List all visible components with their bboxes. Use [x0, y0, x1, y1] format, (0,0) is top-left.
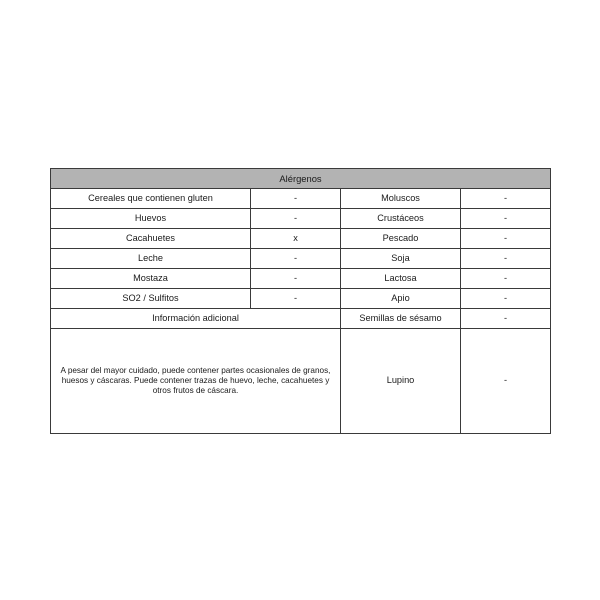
allergen-mark-lupin: - [461, 329, 551, 434]
table-row [51, 189, 551, 209]
table-row-additional-info [51, 329, 551, 434]
allergen-label-soy: Soja [341, 249, 461, 269]
allergen-mark-lactose: - [461, 269, 551, 289]
allergen-mark-mustard: - [251, 269, 341, 289]
allergen-table [50, 168, 551, 434]
allergen-label-fish: Pescado [341, 229, 461, 249]
additional-info-text [51, 329, 341, 434]
allergen-label-molluscs: Moluscos [341, 189, 461, 209]
allergen-label-peanuts: Cacahuetes [51, 229, 251, 249]
allergen-table-container [50, 168, 550, 434]
allergen-mark-molluscs: - [461, 189, 551, 209]
table-row [51, 229, 551, 249]
table-header-row [51, 169, 551, 189]
table-row [51, 269, 551, 289]
allergen-label-gluten: Cereales que contienen gluten [51, 189, 251, 209]
table-row [51, 249, 551, 269]
allergen-mark-celery: - [461, 289, 551, 309]
allergen-label-crustaceans: Crustáceos [341, 209, 461, 229]
table-row [51, 289, 551, 309]
additional-info-paragraph: A pesar del mayor cuidado, puede contener partes ocasionales de granos, huesos y cáscaras. Puede contener trazas de huevo, leche, cacahuetes y otros frutos de cáscara. [60, 365, 331, 396]
additional-info-label: Información adicional [51, 309, 341, 329]
allergen-label-sulphites: SO2 / Sulfitos [51, 289, 251, 309]
allergen-mark-crustaceans: - [461, 209, 551, 229]
allergen-label-eggs: Huevos [51, 209, 251, 229]
allergen-label-sesame: Semillas de sésamo [341, 309, 461, 329]
allergen-mark-soy: - [461, 249, 551, 269]
allergen-mark-gluten: - [251, 189, 341, 209]
allergen-mark-peanuts: x [251, 229, 341, 249]
allergen-label-lactose: Lactosa [341, 269, 461, 289]
allergen-mark-sesame: - [461, 309, 551, 329]
allergen-mark-sulphites: - [251, 289, 341, 309]
allergen-mark-eggs: - [251, 209, 341, 229]
allergen-mark-fish: - [461, 229, 551, 249]
allergen-label-mustard: Mostaza [51, 269, 251, 289]
table-row [51, 209, 551, 229]
allergen-mark-milk: - [251, 249, 341, 269]
table-row-additional-info-header [51, 309, 551, 329]
table-title: Alérgenos [51, 169, 551, 189]
allergen-label-celery: Apio [341, 289, 461, 309]
allergen-label-milk: Leche [51, 249, 251, 269]
allergen-label-lupin: Lupino [341, 329, 461, 434]
